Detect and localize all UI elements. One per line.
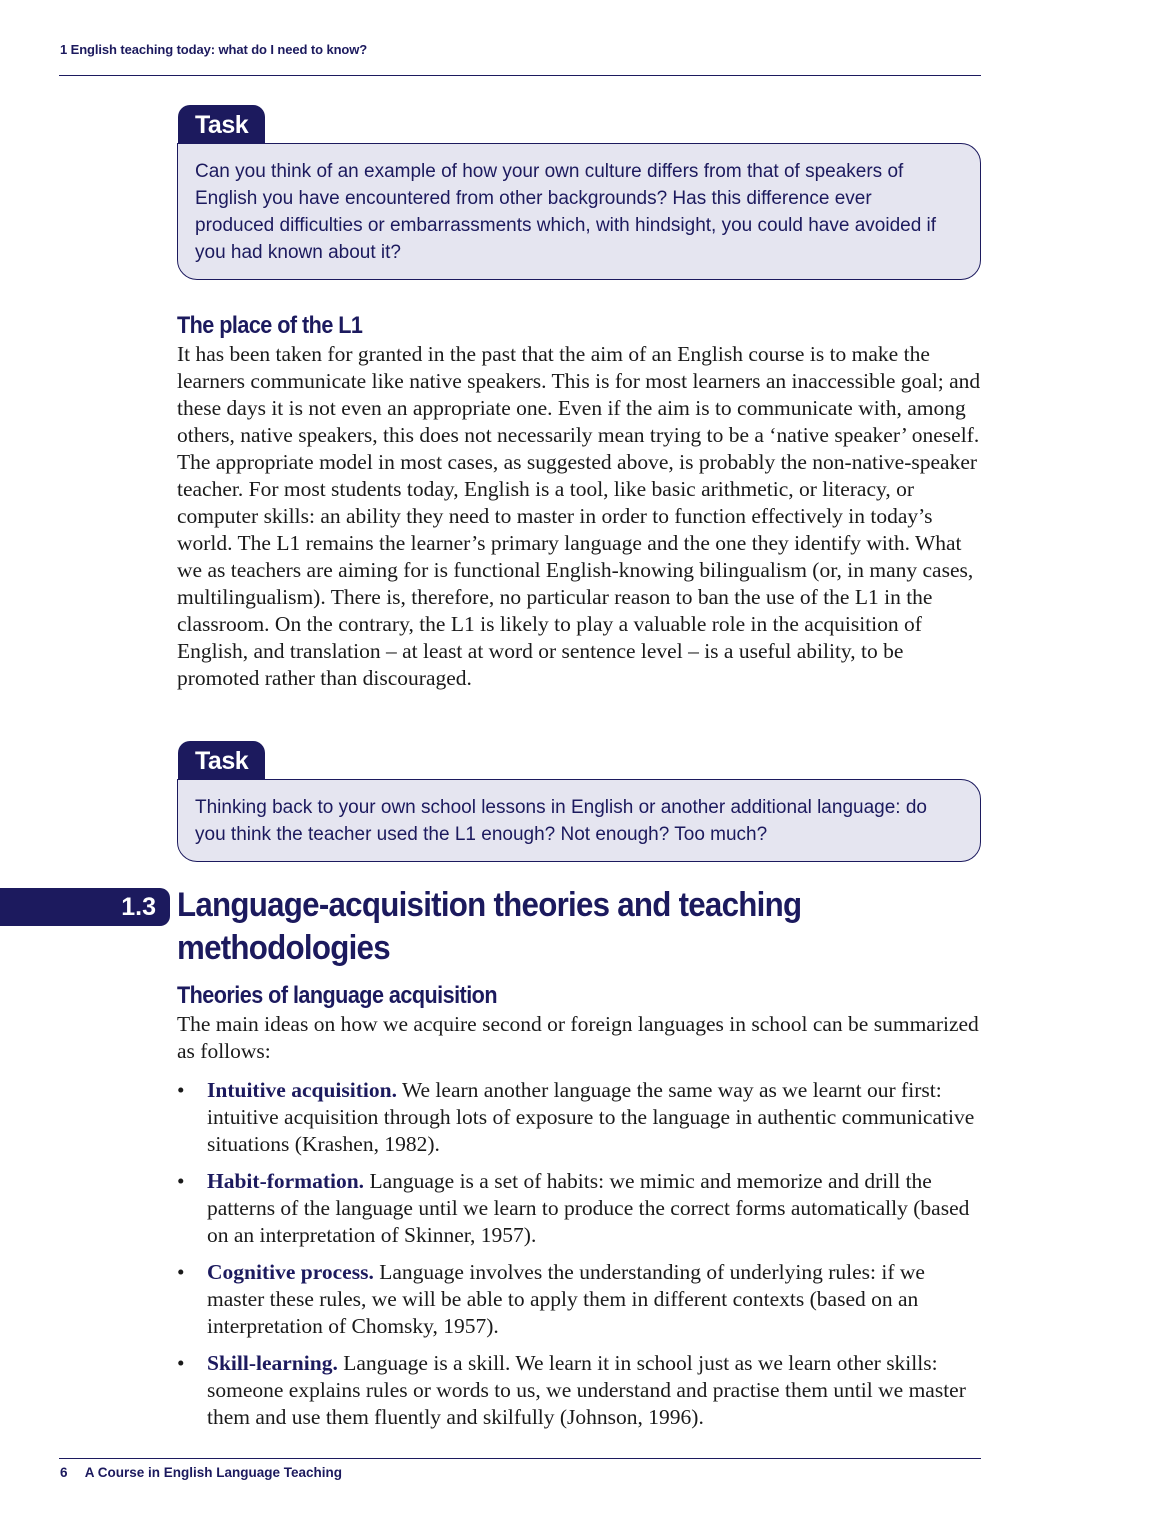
footer [60,1465,342,1480]
theory-term: Intuitive acquisition. [207,1078,397,1102]
theory-term: Cognitive process. [207,1260,374,1284]
theory-description: Language involves the understanding of underlying rules: if we master these rules, we will be able to apply them in different contexts (based on an interpretation of Chomsky, 1957). [207,1260,925,1338]
theory-description: Language is a set of habits: we mimic and memorize and drill the patterns of the language until we learn to produce the correct forms automatically (based on an interpretation of Skinner, 1957). [207,1169,970,1247]
section-number-band [0,888,170,926]
running-head: 1 English teaching today: what do I need to know? [60,42,368,57]
task-text: Can you think of an example of how your own culture differs from that of speakers of English you have encountered from other backgrounds? Has this difference ever produced difficulties or embarrassments which, with hindsight, you could have avoided if you had known about it? [195,161,937,263]
bullet-icon: • [177,1078,185,1102]
theories-intro: The main ideas on how we acquire second or foreign languages in school can be summarized as follows: [177,1012,979,1063]
theory-term: Skill-learning. [207,1351,338,1375]
task-text: Thinking back to your own school lessons in English or another additional language: do you think the teacher used the L1 enough? Not enough? Too much? [195,797,927,845]
paragraph-place-of-l1: It has been taken for granted in the past that the aim of an English course is to make the learners communicate like native speakers. This is for most learners an inaccessible goal; and these days it is not even an appropriate one. Even if the aim is to communicate with, among others, native speakers, this does not necessarily mean trying to be a ‘native speaker’ oneself. The appropriate model in most cases, as suggested above, is probably the non-native-speaker teacher. For most students today, English is a tool, like basic arithmetic, or literacy, or computer skills: an ability they need to master in order to function effectively in today’s world. The L1 remains the learner’s primary language and the one they identify with. What we as teachers are aiming for is functional English-knowing bilingualism (or, in many cases, multilingualism). There is, therefore, no particular reason to ban the use of the L1 in the classroom. On the contrary, the L1 is likely to play a valuable role in the acquisition of English, and translation – at least at word or sentence level – is a useful ability, to be promoted rather than discouraged. [177,342,981,690]
section-title: Language-acquisition theories and teaching methodologies [177,886,802,967]
bullet-icon: • [177,1351,185,1375]
list-item [177,1077,981,1158]
subheading-place-of-l1: The place of the L1 [177,312,363,339]
task-box [177,779,981,862]
footer-rule [59,1458,981,1459]
list-item [177,1350,981,1431]
theory-term: Habit-formation. [207,1169,365,1193]
list-item [177,1259,981,1340]
theories-list [177,1077,981,1441]
list-item [177,1168,981,1249]
section-number: 1.3 [121,893,156,921]
bullet-icon: • [177,1260,185,1284]
page-number: 6 [60,1465,68,1480]
bullet-icon: • [177,1169,185,1193]
task-box [177,143,981,280]
task-label: Task [178,105,265,145]
header-rule [59,75,981,76]
subheading-theories: Theories of language acquisition [177,982,497,1009]
task-label: Task [178,741,265,781]
theory-description: Language is a skill. We learn it in school just as we learn other skills: someone explains rules or words to us, we understand and practise them until we master them and use them fluently and skilfully (Johnson, 1996). [207,1351,966,1429]
theory-description: We learn another language the same way as we learnt our first: intuitive acquisition through lots of exposure to the language in authentic communicative situations (Krashen, 1982). [207,1078,975,1156]
book-title: A Course in English Language Teaching [84,1465,343,1480]
